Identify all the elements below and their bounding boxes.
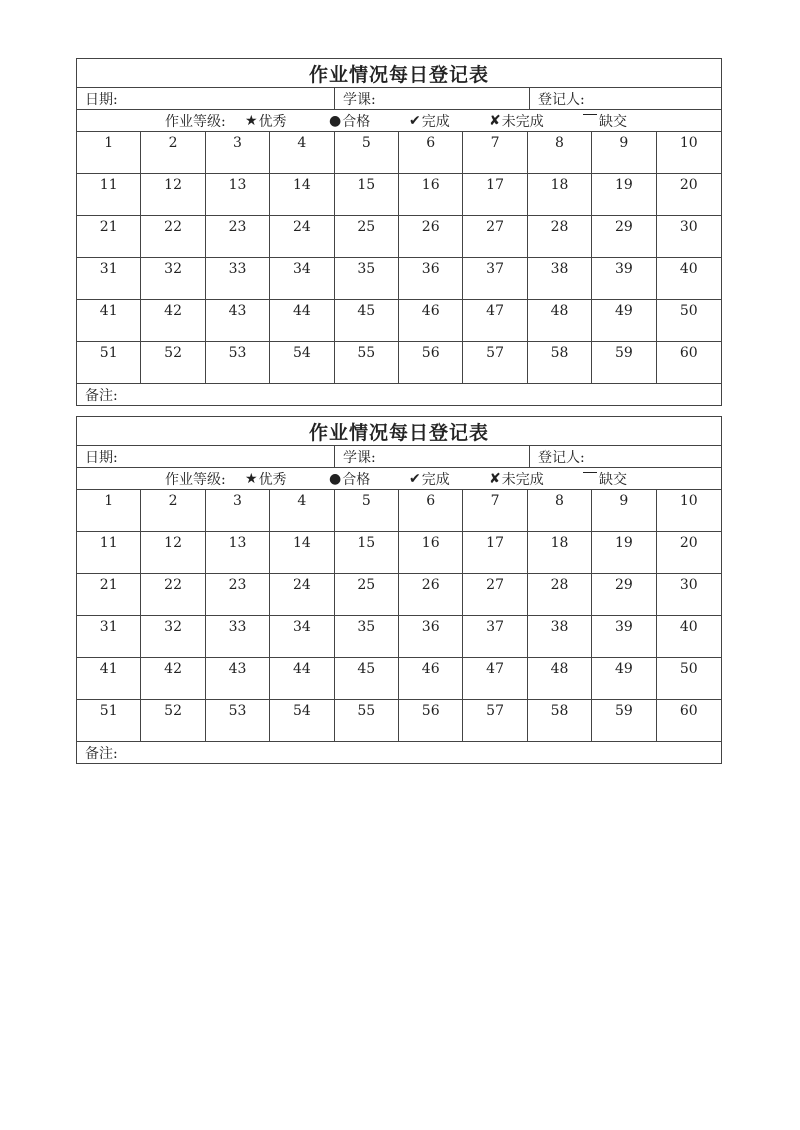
- student-cell[interactable]: 1: [77, 132, 141, 174]
- student-cell[interactable]: 31: [77, 258, 141, 300]
- star-icon: ★: [245, 112, 258, 129]
- student-cell[interactable]: 59: [592, 700, 656, 742]
- legend-done-text: 完成: [421, 113, 450, 130]
- grade-legend: [77, 110, 721, 132]
- recorder-label: 登记人:: [538, 91, 585, 108]
- student-cell[interactable]: 51: [77, 342, 141, 384]
- student-cell[interactable]: 5: [335, 132, 399, 174]
- date-field[interactable]: [77, 446, 335, 467]
- student-cell[interactable]: 56: [399, 700, 463, 742]
- student-cell[interactable]: 8: [528, 490, 592, 532]
- student-cell[interactable]: 53: [206, 342, 270, 384]
- student-grid: [77, 132, 721, 384]
- student-cell[interactable]: 49: [592, 300, 656, 342]
- student-cell[interactable]: 45: [335, 300, 399, 342]
- student-cell[interactable]: 50: [657, 658, 721, 700]
- student-cell[interactable]: 26: [399, 216, 463, 258]
- course-label: 学课:: [343, 91, 376, 108]
- student-cell[interactable]: 10: [657, 490, 721, 532]
- date-field[interactable]: [77, 88, 335, 109]
- student-cell[interactable]: 31: [77, 616, 141, 658]
- legend-excellent: [245, 110, 287, 131]
- student-cell[interactable]: 26: [399, 574, 463, 616]
- student-cell[interactable]: 24: [270, 574, 334, 616]
- student-cell[interactable]: 34: [270, 616, 334, 658]
- student-cell[interactable]: 58: [528, 342, 592, 384]
- student-cell[interactable]: 57: [463, 342, 527, 384]
- student-cell[interactable]: 17: [463, 532, 527, 574]
- student-cell[interactable]: 7: [463, 490, 527, 532]
- dash-icon: [583, 472, 597, 473]
- legend-undone-text: 未完成: [501, 471, 544, 488]
- legend-excellent-text: 优秀: [258, 113, 287, 130]
- student-cell[interactable]: 55: [335, 700, 399, 742]
- student-cell[interactable]: 7: [463, 132, 527, 174]
- student-cell[interactable]: 45: [335, 658, 399, 700]
- student-cell[interactable]: 15: [335, 532, 399, 574]
- student-cell[interactable]: 60: [657, 342, 721, 384]
- student-cell[interactable]: 27: [463, 216, 527, 258]
- student-cell[interactable]: 23: [206, 574, 270, 616]
- grade-legend: [77, 468, 721, 490]
- legend-undone-text: 未完成: [501, 113, 544, 130]
- recorder-label: 登记人:: [538, 449, 585, 466]
- course-field[interactable]: [335, 88, 530, 109]
- student-cell[interactable]: 11: [77, 174, 141, 216]
- student-cell[interactable]: 52: [141, 342, 205, 384]
- student-cell[interactable]: 37: [463, 616, 527, 658]
- circle-icon: ●: [329, 470, 342, 487]
- student-cell[interactable]: 46: [399, 658, 463, 700]
- student-cell[interactable]: 5: [335, 490, 399, 532]
- student-cell[interactable]: 32: [141, 258, 205, 300]
- student-cell[interactable]: 44: [270, 300, 334, 342]
- legend-undone: [489, 468, 544, 489]
- student-cell[interactable]: 8: [528, 132, 592, 174]
- student-cell[interactable]: 16: [399, 174, 463, 216]
- student-cell[interactable]: 20: [657, 532, 721, 574]
- student-grid: [77, 490, 721, 742]
- student-cell[interactable]: 14: [270, 174, 334, 216]
- student-cell[interactable]: 42: [141, 658, 205, 700]
- student-cell[interactable]: 13: [206, 532, 270, 574]
- course-label: 学课:: [343, 449, 376, 466]
- student-cell[interactable]: 15: [335, 174, 399, 216]
- student-cell[interactable]: 42: [141, 300, 205, 342]
- legend-excellent: [245, 468, 287, 489]
- student-cell[interactable]: 12: [141, 174, 205, 216]
- student-cell[interactable]: 25: [335, 216, 399, 258]
- student-cell[interactable]: 56: [399, 342, 463, 384]
- cross-icon: ✘: [489, 112, 501, 129]
- student-cell[interactable]: 54: [270, 700, 334, 742]
- student-cell[interactable]: 27: [463, 574, 527, 616]
- student-cell[interactable]: 57: [463, 700, 527, 742]
- dash-icon: [583, 114, 597, 115]
- student-cell[interactable]: 2: [141, 490, 205, 532]
- student-cell[interactable]: 9: [592, 132, 656, 174]
- info-row: [77, 446, 721, 468]
- student-cell[interactable]: 14: [270, 532, 334, 574]
- notes-field[interactable]: [77, 742, 721, 763]
- sheet-title: 作业情况每日登记表: [77, 417, 721, 446]
- legend-pass-text: 合格: [342, 471, 371, 488]
- info-row: [77, 88, 721, 110]
- legend-done: [409, 468, 450, 489]
- student-cell[interactable]: 46: [399, 300, 463, 342]
- recorder-field[interactable]: [530, 88, 721, 109]
- student-cell[interactable]: 51: [77, 700, 141, 742]
- student-cell[interactable]: 43: [206, 300, 270, 342]
- student-cell[interactable]: 59: [592, 342, 656, 384]
- student-cell[interactable]: 6: [399, 490, 463, 532]
- legend-missing: [583, 468, 627, 489]
- cross-icon: ✘: [489, 470, 501, 487]
- student-cell[interactable]: 24: [270, 216, 334, 258]
- student-cell[interactable]: 10: [657, 132, 721, 174]
- legend-undone: [489, 110, 544, 131]
- legend-missing: [583, 110, 627, 131]
- student-cell[interactable]: 30: [657, 574, 721, 616]
- student-cell[interactable]: 36: [399, 258, 463, 300]
- student-cell[interactable]: 49: [592, 658, 656, 700]
- student-cell[interactable]: 33: [206, 258, 270, 300]
- student-cell[interactable]: 44: [270, 658, 334, 700]
- star-icon: ★: [245, 470, 258, 487]
- student-cell[interactable]: 22: [141, 574, 205, 616]
- legend-done: [409, 110, 450, 131]
- student-cell[interactable]: 2: [141, 132, 205, 174]
- course-field[interactable]: [335, 446, 530, 467]
- student-cell[interactable]: 38: [528, 258, 592, 300]
- registration-sheet-2: [76, 416, 722, 764]
- date-label: 日期:: [85, 449, 118, 466]
- legend-missing-text: 缺交: [599, 113, 627, 130]
- student-cell[interactable]: 58: [528, 700, 592, 742]
- student-cell[interactable]: 1: [77, 490, 141, 532]
- student-cell[interactable]: 18: [528, 174, 592, 216]
- student-cell[interactable]: 28: [528, 574, 592, 616]
- student-cell[interactable]: 43: [206, 658, 270, 700]
- legend-excellent-text: 优秀: [258, 471, 287, 488]
- student-cell[interactable]: 21: [77, 216, 141, 258]
- student-cell[interactable]: 37: [463, 258, 527, 300]
- student-cell[interactable]: 20: [657, 174, 721, 216]
- student-cell[interactable]: 48: [528, 300, 592, 342]
- recorder-field[interactable]: [530, 446, 721, 467]
- circle-icon: ●: [329, 112, 342, 129]
- student-cell[interactable]: 3: [206, 132, 270, 174]
- legend-pass-text: 合格: [342, 113, 371, 130]
- student-cell[interactable]: 60: [657, 700, 721, 742]
- student-cell[interactable]: 41: [77, 658, 141, 700]
- student-cell[interactable]: 4: [270, 490, 334, 532]
- student-cell[interactable]: 22: [141, 216, 205, 258]
- student-cell[interactable]: 11: [77, 532, 141, 574]
- legend-label: 作业等级:: [165, 471, 226, 488]
- student-cell[interactable]: 4: [270, 132, 334, 174]
- student-cell[interactable]: 25: [335, 574, 399, 616]
- legend-label: 作业等级:: [165, 113, 226, 130]
- notes-label: 备注:: [85, 745, 118, 762]
- student-cell[interactable]: 21: [77, 574, 141, 616]
- legend-done-text: 完成: [421, 471, 450, 488]
- student-cell[interactable]: 34: [270, 258, 334, 300]
- student-cell[interactable]: 40: [657, 258, 721, 300]
- student-cell[interactable]: 12: [141, 532, 205, 574]
- student-cell[interactable]: 41: [77, 300, 141, 342]
- notes-label: 备注:: [85, 387, 118, 404]
- student-cell[interactable]: 53: [206, 700, 270, 742]
- legend-pass: [329, 110, 370, 131]
- student-cell[interactable]: 23: [206, 216, 270, 258]
- student-cell[interactable]: 39: [592, 258, 656, 300]
- student-cell[interactable]: 52: [141, 700, 205, 742]
- student-cell[interactable]: 50: [657, 300, 721, 342]
- student-cell[interactable]: 48: [528, 658, 592, 700]
- checkmark-icon: ✔: [409, 470, 421, 487]
- student-cell[interactable]: 39: [592, 616, 656, 658]
- legend-pass: [329, 468, 370, 489]
- student-cell[interactable]: 47: [463, 658, 527, 700]
- student-cell[interactable]: 33: [206, 616, 270, 658]
- checkmark-icon: ✔: [409, 112, 421, 129]
- student-cell[interactable]: 19: [592, 532, 656, 574]
- student-cell[interactable]: 55: [335, 342, 399, 384]
- sheet-title: 作业情况每日登记表: [77, 59, 721, 88]
- student-cell[interactable]: 29: [592, 574, 656, 616]
- student-cell[interactable]: 36: [399, 616, 463, 658]
- student-cell[interactable]: 35: [335, 616, 399, 658]
- date-label: 日期:: [85, 91, 118, 108]
- student-cell[interactable]: 19: [592, 174, 656, 216]
- student-cell[interactable]: 9: [592, 490, 656, 532]
- student-cell[interactable]: 40: [657, 616, 721, 658]
- student-cell[interactable]: 16: [399, 532, 463, 574]
- student-cell[interactable]: 6: [399, 132, 463, 174]
- student-cell[interactable]: 3: [206, 490, 270, 532]
- student-cell[interactable]: 28: [528, 216, 592, 258]
- student-cell[interactable]: 38: [528, 616, 592, 658]
- student-cell[interactable]: 32: [141, 616, 205, 658]
- legend-missing-text: 缺交: [599, 471, 627, 488]
- registration-sheet-1: [76, 58, 722, 406]
- student-cell[interactable]: 35: [335, 258, 399, 300]
- notes-field[interactable]: [77, 384, 721, 405]
- student-cell[interactable]: 18: [528, 532, 592, 574]
- student-cell[interactable]: 47: [463, 300, 527, 342]
- student-cell[interactable]: 13: [206, 174, 270, 216]
- student-cell[interactable]: 54: [270, 342, 334, 384]
- student-cell[interactable]: 29: [592, 216, 656, 258]
- student-cell[interactable]: 30: [657, 216, 721, 258]
- student-cell[interactable]: 17: [463, 174, 527, 216]
